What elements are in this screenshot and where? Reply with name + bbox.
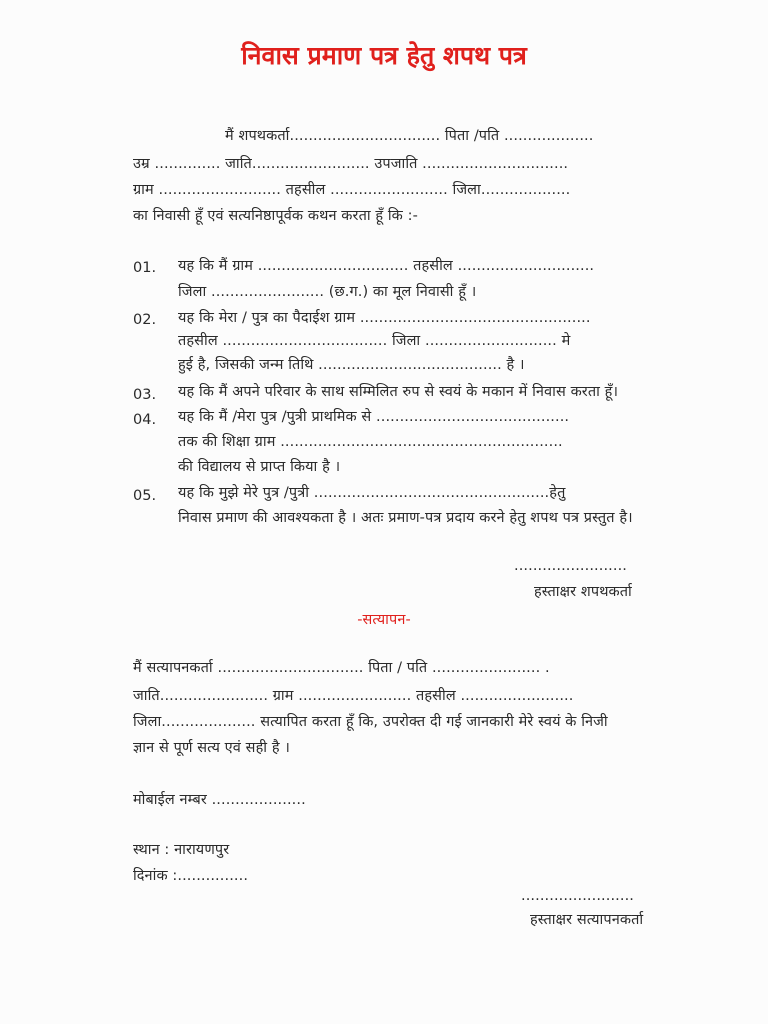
date-field: दिनांक :............... <box>133 868 249 884</box>
clause-line: यह कि मैं ग्राम ................................ तहसील ............................. <box>178 258 595 274</box>
clause-line: की विद्यालय से प्राप्त किया है । <box>178 459 341 475</box>
clause-line: तहसील ................................... जिला ............................ मे <box>178 333 571 349</box>
clause-line: निवास प्रमाण की आवश्यकता है । अतः प्रमाण-पत्र प्रदाय करने हेतु शपथ पत्र प्रस्तुत है। <box>178 510 633 526</box>
clause-line: यह कि मैं /मेरा पुत्र /पुत्री प्राथमिक से ......................................... <box>178 409 570 425</box>
clause-line: हुई है, जिसकी जन्म तिथि ....................................... है । <box>178 357 525 373</box>
clause-line: तक की शिक्षा ग्राम ............................................................ <box>178 434 563 450</box>
deponent-signature-label: हस्ताक्षर शपथकर्ता <box>534 584 632 600</box>
clause-number: 01. <box>133 260 157 276</box>
verifier-signature-line: ........................ <box>521 888 635 904</box>
verification-line-4: ज्ञान से पूर्ण सत्य एवं सही है । <box>133 740 290 756</box>
mobile-number-field: मोबाईल नम्बर .................... <box>133 792 306 808</box>
clause-number: 02. <box>133 312 157 328</box>
declarant-line-3: ग्राम .......................... तहसील ......................... जिला................... <box>133 182 571 198</box>
declarant-line-2: उम्र .............. जाति......................... उपजाति ............................... <box>133 156 569 172</box>
verification-line-2: जाति....................... ग्राम ........................ तहसील ........................ <box>133 688 574 704</box>
verification-line-1: मैं सत्यापनकर्ता ............................... पिता / पति ....................... . <box>133 660 550 676</box>
clause-line: यह कि मुझे मेरे पुत्र /पुत्री ..................................................हेतु <box>178 485 566 501</box>
verifier-signature-label: हस्ताक्षर सत्यापनकर्ता <box>530 912 644 928</box>
verification-heading: -सत्यापन- <box>357 612 411 628</box>
clause-number: 05. <box>133 488 157 504</box>
clause-line: यह कि मैं अपने परिवार के साथ सम्मिलित रुप से स्वयं के मकान में निवास करता हूँ। <box>178 384 619 400</box>
verification-line-3: जिला.................... सत्यापित करता हूँ कि, उपरोक्त दी गई जानकारी मेरे स्वयं के निजी <box>133 714 608 730</box>
declarant-line-1: मैं शपथकर्ता................................ पिता /पति ................... <box>225 128 594 144</box>
place-field: स्थान : नारायणपुर <box>133 842 230 858</box>
document-title: निवास प्रमाण पत्र हेतु शपथ पत्र <box>241 41 527 70</box>
clause-number: 03. <box>133 387 157 403</box>
declarant-line-4: का निवासी हूँ एवं सत्यनिष्ठापूर्वक कथन करता हूँ कि :- <box>133 208 418 224</box>
deponent-signature-line: ........................ <box>514 558 628 574</box>
clause-line: यह कि मेरा / पुत्र का पैदाईश ग्राम ................................................. <box>178 310 591 326</box>
clause-number: 04. <box>133 412 157 428</box>
clause-line: जिला ........................ (छ.ग.) का मूल निवासी हूँ । <box>178 284 477 300</box>
